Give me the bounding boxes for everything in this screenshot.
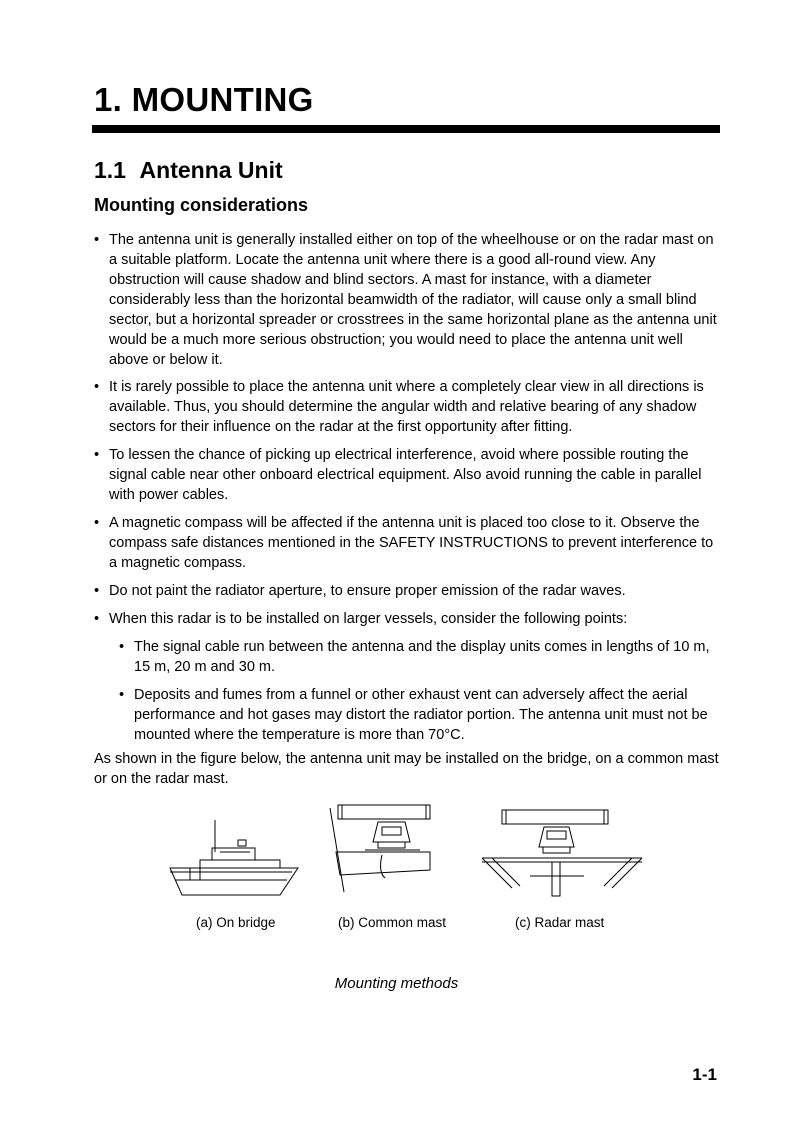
bullet-item bbox=[94, 445, 723, 505]
bullet-dot: • bbox=[94, 232, 100, 248]
bullet-dot: • bbox=[94, 611, 100, 627]
bullet-dot: • bbox=[94, 583, 100, 599]
bullet-text: When this radar is to be installed on larger vessels, consider the following points: bbox=[109, 611, 628, 627]
bullet-dot: • bbox=[119, 639, 125, 655]
subsection-title: Mounting considerations bbox=[94, 195, 308, 215]
caption-radar-mast: (c) Radar mast bbox=[515, 915, 605, 930]
mounting-methods-figure bbox=[160, 800, 650, 905]
chapter-title: 1. MOUNTING bbox=[94, 81, 314, 118]
figure-title: Mounting methods bbox=[334, 975, 459, 992]
sub-bullet-text: Deposits and fumes from a funnel or other exhaust vent can adversely affect the aerial performance and hot gases may distort the radiator portion. The antenna unit must not be mounted where the temperature is more than 70°C. bbox=[134, 687, 708, 743]
bullet-text: To lessen the chance of picking up electrical interference, avoid where possible routing the signal cable near other onboard electrical equipment. Also avoid running the cable in parallel with power cables. bbox=[109, 447, 702, 503]
intro-paragraph: As shown in the figure below, the antenna unit may be installed on the bridge, on a common mast or on the radar mast. bbox=[94, 751, 719, 787]
bullet-item bbox=[94, 513, 723, 573]
sub-bullet-text: The signal cable run between the antenna and the display units comes in lengths of 10 m, 15 m, 20 m and 30 m. bbox=[134, 639, 710, 675]
bullet-dot: • bbox=[94, 515, 100, 531]
sub-bullet-item bbox=[119, 685, 722, 745]
bullet-dot: • bbox=[119, 687, 125, 703]
section-title-text: Antenna Unit bbox=[139, 157, 283, 183]
bullet-text: It is rarely possible to place the antenna unit where a completely clear view in all directions is available. Thus, you should determine the angular width and relative bearing of any shadow sectors for their influence on the radar at the first opportunity after fitting. bbox=[109, 379, 704, 435]
common-mast-illustration bbox=[330, 805, 430, 892]
sub-bullet-item bbox=[119, 637, 722, 677]
bullet-dot: • bbox=[94, 447, 100, 463]
section-title bbox=[94, 155, 283, 185]
radar-mast-illustration bbox=[482, 810, 642, 896]
bullet-item bbox=[94, 377, 723, 437]
caption-on-bridge: (a) On bridge bbox=[196, 915, 276, 930]
bullet-item bbox=[94, 230, 723, 370]
section-number: 1.1 bbox=[94, 157, 126, 183]
on-bridge-illustration bbox=[170, 820, 298, 895]
chapter-rule bbox=[92, 125, 720, 133]
bullet-item bbox=[94, 581, 723, 601]
bullet-text: A magnetic compass will be affected if the antenna unit is placed too close to it. Observe the compass safe distances mentioned in the SAFETY INSTRUCTIONS to prevent interference to a magnetic compass. bbox=[109, 515, 714, 571]
bullet-item bbox=[94, 609, 723, 629]
bullet-text: The antenna unit is generally installed either on top of the wheelhouse or on the radar mast on a suitable platform. Locate the antenna unit where there is a good all-round view. Any obstruction will cause shadow and blind sectors. A mast for instance, with a diameter considerably less than the horizontal beamwidth of the radiator, will cause only a small blind sector, but a horizontal spreader or crosstrees in the same horizontal plane as the antenna unit would be a much more serious obstruction; you would need to place the antenna unit well above or below it. bbox=[109, 232, 717, 368]
page-number: 1-1 bbox=[692, 1065, 717, 1084]
caption-common-mast: (b) Common mast bbox=[338, 915, 447, 930]
bullet-text: Do not paint the radiator aperture, to ensure proper emission of the radar waves. bbox=[109, 583, 626, 599]
bullet-dot: • bbox=[94, 379, 100, 395]
